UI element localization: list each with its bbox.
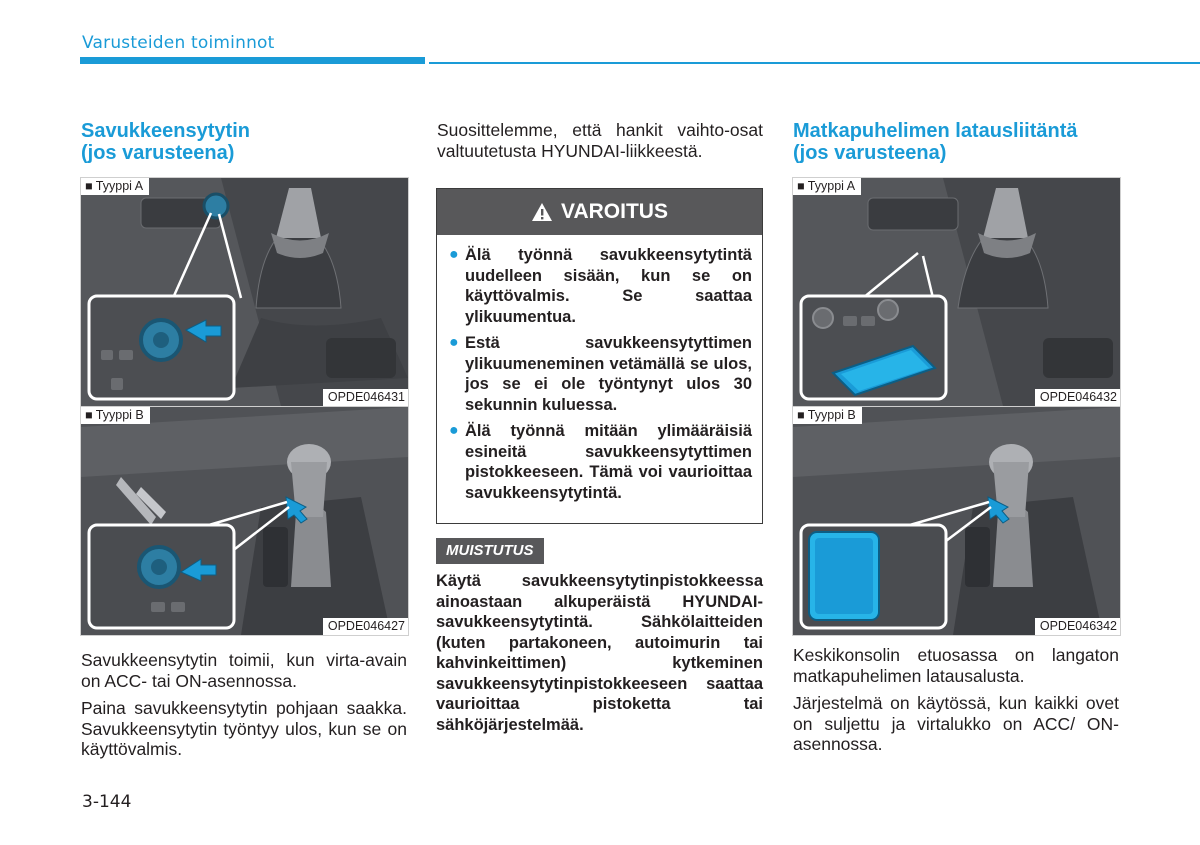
figure-type-label: ■ Tyyppi B <box>793 407 862 424</box>
phone-charger-heading-line1: Matkapuhelimen latausliitäntä <box>793 120 1078 142</box>
figure-code: OPDE046342 <box>1035 618 1120 635</box>
console-illustration-c <box>793 178 1120 406</box>
paragraph: Järjestelmä on käytössä, kun kaikki ovet on suljettu ja virtalukko on ACC/ ON-asennossa. <box>793 693 1119 754</box>
figure-charger-type-b <box>792 406 1121 636</box>
bullet-icon: ● <box>449 246 459 263</box>
paragraph: Savukkeensytytin toimii, kun virta-avain on ACC- tai ON-asennossa. <box>81 650 407 691</box>
figure-lighter-type-a <box>80 177 409 407</box>
note-text: Käytä savukkeensytytinpistokkeessa ainoastaan alkuperäistä HYUNDAI-savukkeensytytintä. Sähkölaitteiden (kuten partakoneen, autoimurin tai kahvinkeittimen) kytkeminen savukkeensytytinpistokkeeseen saattaa vaurioittaa pistoketta tai sähköjärjestelmää. <box>436 572 763 734</box>
warning-item: ● Älä työnnä savukkeensytytintä uudelleen sisään, kun se on käyttövalmis. Se saattaa ylikuumentua. <box>449 246 752 326</box>
bullet-icon: ● <box>449 334 459 351</box>
figure-type-label: ■ Tyyppi B <box>81 407 150 424</box>
bullet-icon: ● <box>449 422 459 439</box>
page-number: 3-144 <box>82 792 132 812</box>
warning-title: VAROITUS <box>561 200 668 223</box>
figure-type-label: ■ Tyyppi A <box>793 178 861 195</box>
phone-charger-heading <box>793 120 1078 164</box>
section-header-title: Varusteiden toiminnot <box>82 33 275 53</box>
note-badge: MUISTUTUS <box>436 538 544 564</box>
phone-charger-heading-line2: (jos varusteena) <box>793 142 947 164</box>
figure-code: OPDE046427 <box>323 618 408 635</box>
warning-item: ● Estä savukkeensytyttimen ylikuumeneminen vetämällä se ulos, jos se ei ole työntynyt ulos 30 sekunnin kuluessa. <box>449 334 752 414</box>
console-illustration-a <box>81 178 408 406</box>
figure-charger-type-a <box>792 177 1121 407</box>
lighter-heading-line1: Savukkeensytytin <box>81 120 250 142</box>
phone-charger-description <box>793 645 1119 762</box>
figure-code: OPDE046432 <box>1035 389 1120 406</box>
paragraph: Suosittelemme, että hankit vaihto-osat valtuutetusta HYUNDAI-liikkeestä. <box>437 120 763 161</box>
console-illustration-b <box>81 407 408 635</box>
console-illustration-d <box>793 407 1120 635</box>
header-bar-thick <box>80 57 425 64</box>
lighter-heading <box>81 120 250 164</box>
header-bar-thin <box>429 62 1200 64</box>
figure-type-label: ■ Tyyppi A <box>81 178 149 195</box>
paragraph: Keskikonsolin etuosassa on langaton matkapuhelimen latausalusta. <box>793 645 1119 686</box>
lighter-description <box>81 650 407 767</box>
warning-box <box>436 188 763 524</box>
warning-triangle-icon <box>531 202 553 222</box>
warning-item: ● Älä työnnä mitään ylimääräisiä esineitä savukkeensytyttimen pistokkeeseen. Tämä voi vaurioittaa savukkeensytytintä. <box>449 422 752 502</box>
figure-lighter-type-b <box>80 406 409 636</box>
warning-header <box>437 189 762 235</box>
lighter-heading-line2: (jos varusteena) <box>81 142 235 164</box>
warning-list <box>437 235 762 503</box>
figure-code: OPDE046431 <box>323 389 408 406</box>
spare-parts-recommendation <box>437 120 763 168</box>
paragraph: Paina savukkeensytytin pohjaan saakka. Savukkeensytytin työntyy ulos, kun se on käyttövalmis. <box>81 698 407 759</box>
